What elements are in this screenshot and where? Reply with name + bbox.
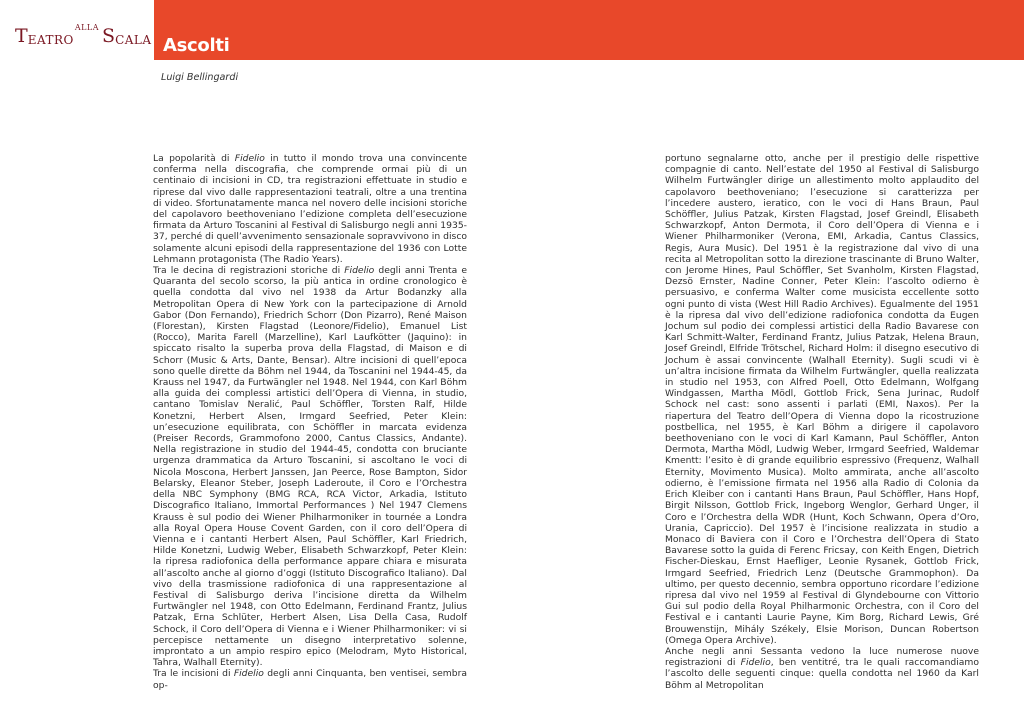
logo-text-cala: CALA bbox=[115, 33, 152, 47]
logo-text-eatro: EATRO bbox=[27, 33, 74, 47]
logo-text-alla: ALLA bbox=[74, 23, 100, 32]
work-title: Fidelio bbox=[344, 265, 375, 277]
text-column-left bbox=[153, 153, 467, 691]
logo-letter-t: T bbox=[15, 25, 28, 47]
paragraph bbox=[153, 668, 467, 690]
text-run: Tra le incisioni di bbox=[153, 668, 234, 680]
paragraph: portuno segnalarne otto, anche per il prestigio delle rispettive compagnie di canto. Nell’estate del 1950 al Festival di Salisburgo Wilhelm Furtwängler dirige un allestimento molto applaudito del capolavoro beethoveniano; l’esecuzione si caratterizza per l’incedere austero, ieratico, con le voci di Hans Braun, Paul Schöffler, Julius Patzak, Kirsten Flagstad, Josef Greindl, Elisabeth Schwarzkopf, Anton Dermota, il Coro dell’Opera di Vienna e i Wiener Philharmoniker (Verona, EMI, Arkadia, Cantus Classics, Regis, Aura Music). Del 1951 è la registrazione dal vivo di una recita al Metropolitan sotto la direzione trascinante di Bruno Walter, con Jerome Hines, Paul Schöffler, Set Svanholm, Kirsten Flagstad, Dezsö Ernster, Nadine Conner, Peter Klein: l’ascolto odierno è persuasivo, e conferma Walter come musicista eccellente sotto ogni punto di vista (West Hill Radio Archives). Egualmente del 1951 è la ripresa dal vivo dell’edizione radiofonica condotta da Eugen Jochum sul podio dei complessi artistici della Radio Bavarese con Karl Schmitt-Walter, Ferdinand Frantz, Julius Patzak, Helena Braun, Josef Greindl, Elfride Trötschel, Richard Holm: il disegno esecutivo di Jochum è assai convincente (Walhall Eternity). Sugli scudi vi è un’altra incisione firmata da Wilhelm Furtwängler, quella realizzata in studio nel 1953, con Alfred Poell, Otto Edelmann, Wolfgang Windgassen, Martha Mödl, Gottlob Frick, Sena Jurinac, Rudolf Schock nel cast: sono assenti i parlati (EMI, Naxos). Per la riapertura del Teatro dell’Opera di Vienna dopo la ricostruzione postbellica, nel 1955, è Karl Böhm a dirigere il capolavoro beethoveniano con le voci di Karl Kamann, Paul Schöffler, Anton Dermota, Martha Mödl, Ludwig Weber, Irmgard Seefried, Waldemar Kmentt: l’esito è di grande equilibrio espressivo (Frequenz, Walhall Eternity, Movimento Musica). Molto ammirata, anche all’ascolto odierno, è l’emissione firmata nel 1956 alla Radio di Colonia da Erich Kleiber con i cantanti Hans Braun, Paul Schöffler, Hans Hopf, Birgit Nilsson, Gottlob Frick, Ingeborg Wenglor, Gerhard Unger, il Coro e l’Orchestra della WDR (Hunt, Koch Schwann, Opera d’Oro, Urania, Capriccio). Del 1957 è l’incisione realizzata in studio a Monaco di Baviera con il Coro e l’Orchestra dell’Opera di Stato Bavarese sotto la guida di Ferenc Fricsay, con Keith Engen, Dietrich Fischer-Dieskau, Ernst Haefliger, Leonie Rysanek, Gottlob Frick, Irmgard Seefried, Friedrich Lenz (Deutsche Grammophon). Da ultimo, per questo decennio, sembra opportuno ricordare l’edizione ripresa dal vivo nel 1959 al Festival di Glyndebourne con Vittorio Gui sul podio della Royal Philharmonic Orchestra, con il Coro del Festival e i cantanti Laurie Payne, Kim Borg, Richard Lewis, Gré Brouwenstijn, Mihály Székely, Elsie Morison, Duncan Robertson (Omega Opera Archive). bbox=[665, 153, 979, 646]
text-run: in tutto il mondo trova una convincente conferma nella discografia, che comprende ormai più di un centinaio di incisioni in CD, tra registrazioni effettuate in studio e riprese dal vivo dalle rappresentazioni teatrali, oltre a una trentina di video. Sfortunatamente manca nel novero delle incisioni storiche del capolavoro beethoveniano l’edizione completa dell’esecuzione firmata da Arturo Toscanini al Festival di Salisburgo negli anni 1935-37, perché di quell’avvenimento sensazionale sopravvivono in disco solamente alcuni episodi della rappresentazione del 1936 con Lotte Lehmann protagonista (The Radio Years). bbox=[153, 153, 467, 265]
text-run: degli anni Trenta e Quaranta del secolo scorso, la più antica in ordine cronologico è quella condotta dal vivo nel 1938 da Artur Bodanzky alla Metropolitan Opera di New York con la partecipazione di Arnold Gabor (Don Fernando), Friedrich Schorr (Don Pizarro), René Maison (Florestan), Kirsten Flagstad (Leonore/Fidelio), Emanuel List (Rocco), Marita Farell (Marzelline), Karl Laufkötter (Jaquino): in spiccato risalto la superba prova della Flagstad, di Maison e di Schorr (Music & Arts, Dante, Bensar). Altre incisioni di quell’epoca sono quelle dirette da Böhm nel 1944, da Toscanini nel 1944-45, da Krauss nel 1947, da Furtwängler nel 1948. Nel 1944, con Karl Böhm alla guida dei complessi artistici dell’Opera di Vienna, in studio, cantano Tomislav Neralić, Paul Schöffler, Torsten Ralf, Hilde Konetzni, Herbert Alsen, Irmgard Seefried, Peter Klein: un’esecuzione equilibrata, con Schöffler in marcata evidenza (Preiser Records, Grammofono 2000, Cantus Classics, Andante). Nella registrazione in studio del 1944-45, condotta con bruciante urgenza drammatica da Arturo Toscanini, si ascoltano le voci di Nicola Moscona, Herbert Janssen, Jan Peerce, Rose Bampton, Sidor Belarsky, Eleanor Steber, Joseph Laderoute, il Coro e l’Orchestra della NBC Symphony (BMG RCA, RCA Victor, Arkadia, Istituto Discografico Italiano, Immortal Performances ) Nel 1947 Clemens Krauss è sul podio dei Wiener Philharmoniker in tournée a Londra alla Royal Opera House Covent Garden, con il coro dell’Opera di Vienna e i cantanti Herbert Alsen, Paul Schöffler, Karl Friedrich, Hilde Konetzni, Ludwig Weber, Elisabeth Schwarzkopf, Peter Klein: la ripresa radiofonica della performance appare chiara e misurata all’ascolto anche al giorno d’oggi (Istituto Discografico Italiano). Dal vivo della trasmissione radiofonica di una rappresentazione al Festival di Salisburgo deriva l’incisione diretta da Wilhelm Furtwängler nel 1948, con Otto Edelmann, Ferdinand Frantz, Julius Patzak, Erna Schlüter, Herbert Alsen, Lisa Della Casa, Rudolf Schock, il Coro dell’Opera di Vienna e i Wiener Philharmoniker: vi si percepisce nettamente un disegno interpretativo solenne, improntato a un ampio respiro epico (Melodram, Myto Historical, Tahra, Walhall Eternity). bbox=[153, 265, 467, 669]
text-run: , ben ventitré, tra le quali raccomandiamo l’ascolto delle seguenti cinque: quella condotta nel 1960 da Karl Böhm al Metropolitan bbox=[665, 657, 979, 691]
work-title: Fidelio bbox=[234, 153, 265, 164]
paragraph bbox=[665, 646, 979, 691]
logo-letter-s: S bbox=[102, 25, 116, 47]
text-run: La popolarità di bbox=[153, 153, 235, 164]
text-run: Tra le decina di registrazioni storiche di bbox=[153, 265, 345, 277]
teatro-alla-scala-logo bbox=[15, 23, 152, 47]
work-title: Fidelio bbox=[233, 668, 264, 680]
text-column-right bbox=[665, 153, 979, 691]
author-name: Luigi Bellingardi bbox=[161, 72, 239, 83]
section-title: Ascolti bbox=[163, 35, 230, 56]
header-bar bbox=[154, 0, 1024, 60]
text-run: Anche negli anni Sessanta vedono la luce numerose nuove registrazioni di bbox=[665, 645, 979, 669]
text-run: degli anni Cinquanta, ben ventisei, sembra op- bbox=[153, 668, 467, 691]
paragraph bbox=[153, 265, 467, 668]
work-title: Fidelio bbox=[740, 657, 771, 669]
paragraph bbox=[153, 153, 467, 265]
